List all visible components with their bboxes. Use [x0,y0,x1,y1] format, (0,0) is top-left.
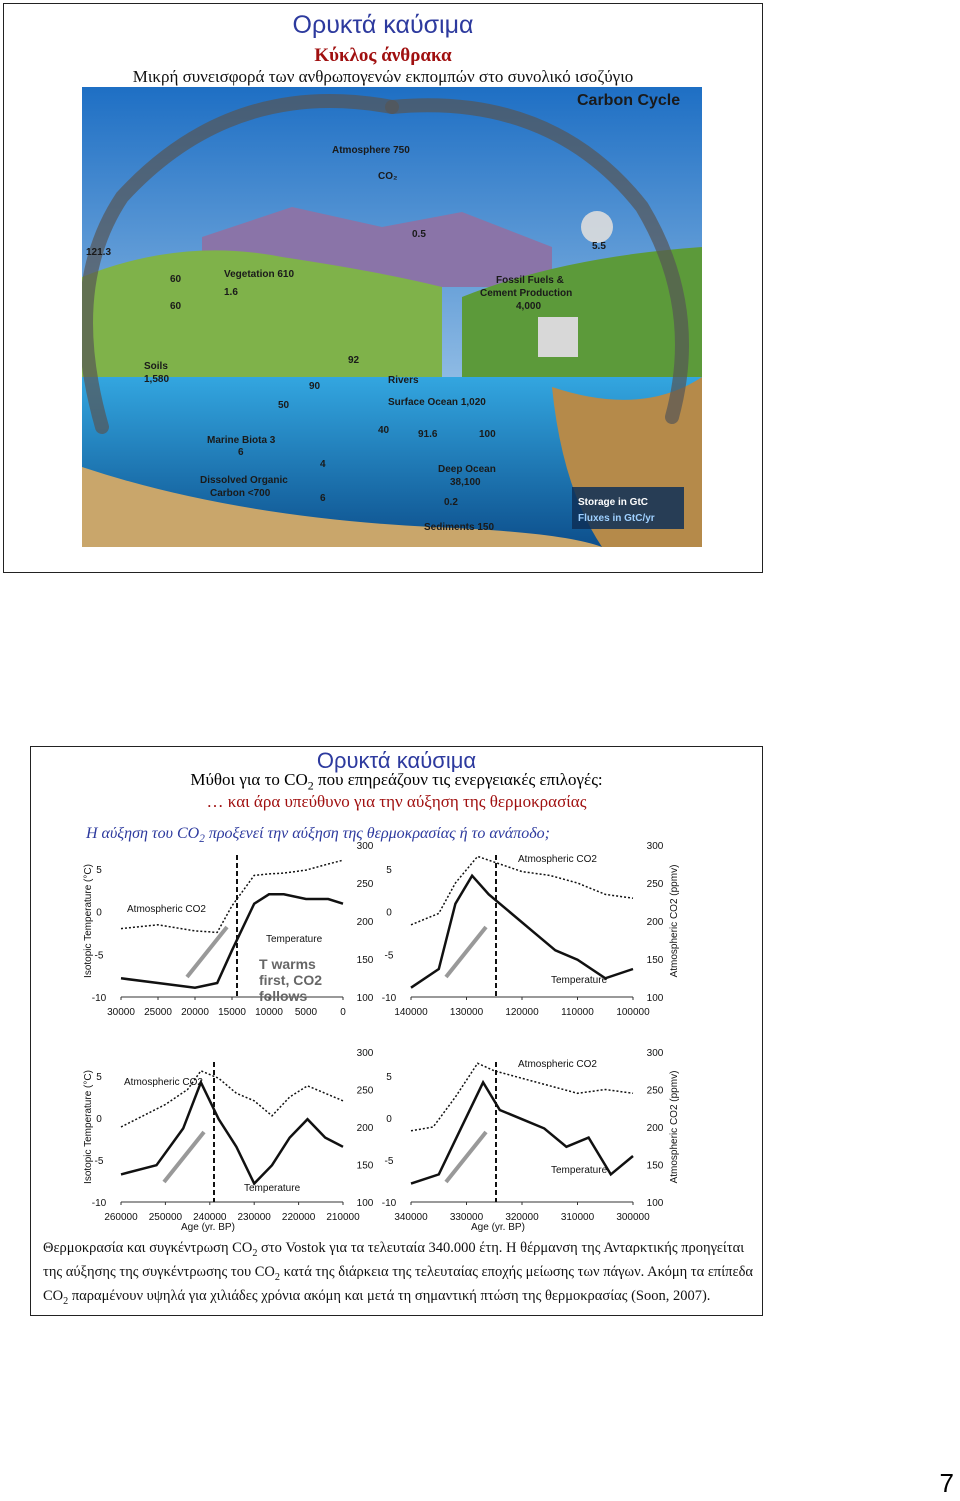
x-tick-label: 140000 [394,1007,428,1018]
y-right-tick-label: 100 [646,993,664,1004]
x-tick-label: 260000 [104,1212,138,1223]
y-right-tick-label: 300 [356,1048,374,1059]
y-left-tick-label: 0 [386,1114,392,1125]
caption-sub2: 2 [274,1271,280,1283]
y-left-tick-label: -10 [91,993,107,1004]
y-left-tick-label: -10 [381,993,397,1004]
y-right-tick-label: 200 [646,917,664,928]
y-right-axis-label: Atmospheric CO2 (ppmv) [669,1070,680,1184]
label-atmospheric-co2: Atmospheric CO2 [518,1059,597,1070]
x-tick-label: 20000 [181,1007,209,1018]
label-vegetation: Vegetation 610 [224,269,295,280]
label-atmosphere: Atmosphere 750 [332,145,410,156]
y-left-axis-label: Isotopic Temperature (°C) [83,1070,94,1184]
x-tick-label: 310000 [560,1212,595,1223]
x-axis-label: Age (yr. BP) [181,1222,235,1233]
chart-panel-top-right [382,841,680,1018]
label-temperature: Temperature [244,1183,301,1194]
y-right-tick-label: 250 [646,1085,664,1097]
y-right-tick-label: 300 [356,841,374,852]
caption-sub1: 2 [252,1247,258,1259]
chart-panel-bottom-left [83,1048,374,1233]
x-tick-label: 120000 [505,1007,539,1018]
y-right-tick-label: 150 [356,955,374,966]
flux-value: 5.5 [592,241,606,252]
co2-series-line [121,860,343,932]
label-temperature: Temperature [551,1165,608,1176]
x-tick-label: 320000 [505,1212,539,1223]
x-tick-label: 10000 [255,1007,283,1018]
slide1-subline: Μικρή συνεισφορά των ανθρωπογενών εκπομπών στο συνολικό ισοζύγιο [132,67,634,86]
diagram-heading: Carbon Cycle [577,92,681,109]
y-left-tick-label: 0 [96,1114,102,1125]
label-deep-ocean: Deep Ocean [438,464,496,475]
x-tick-label: 220000 [281,1212,316,1223]
y-left-tick-label: -5 [94,950,104,962]
label-temperature: Temperature [551,975,608,986]
flux-value: 90 [309,381,321,392]
legend-fluxes: Fluxes in GtC/yr [578,513,655,524]
slide2-line2: … και άρα υπεύθυνο για την αύξηση της θερμοκρασίας [206,792,587,811]
flux-value: 60 [170,274,182,285]
question-text: Η αύξηση του CO [86,825,200,842]
x-tick-label: 240000 [193,1212,227,1223]
y-right-tick-label: 200 [356,1123,374,1134]
caption-part1: Θερμοκρασία και συγκέντρωση CO [43,1240,253,1256]
flux-value: 0.5 [412,229,426,240]
caption [43,1239,753,1311]
flux-value: 100 [479,429,496,440]
y-right-tick-label: 300 [646,1048,664,1059]
flux-value: 6 [238,447,244,458]
y-left-tick-label: 5 [386,865,392,876]
y-right-axis-label: Atmospheric CO2 (ppmv) [669,864,680,978]
caption-part3: κατά της διάρκεια της τελευταίας εποχής μείωσης των πάγων. Ακόμη τα επίπεδα CO [43,1263,753,1304]
co2-series-line [411,856,633,924]
slide-carbon-cycle [3,3,763,573]
x-tick-label: 110000 [561,1007,594,1018]
x-tick-label: 5000 [294,1007,318,1018]
x-tick-label: 25000 [144,1007,172,1018]
label-fossil-2: Cement Production [480,288,573,299]
label-fossil-3: 4,000 [516,301,542,312]
chart-panel-top-left [83,841,374,1018]
x-tick-label: 230000 [237,1212,271,1223]
y-right-tick-label: 250 [356,1085,374,1097]
carbon-cycle-diagram [82,87,702,547]
temperature-series-line [121,1082,343,1183]
chart-panel-bottom-right [382,1048,680,1233]
caption-sub3: 2 [63,1295,69,1307]
label-rivers: Rivers [388,375,419,386]
y-right-tick-label: 150 [646,1160,664,1172]
annotation-text: first, CO2 [259,972,323,988]
slide1-subtitle: Κύκλος άνθρακα [314,45,452,66]
label-sediments: Sediments 150 [424,522,495,533]
flux-value: 121.3 [86,247,112,258]
y-left-tick-label: -5 [384,1156,394,1167]
x-tick-label: 30000 [107,1007,135,1018]
trend-arrow-icon [164,1132,204,1182]
y-right-tick-label: 150 [646,955,664,966]
temperature-series-line [411,876,633,988]
label-fossil-1: Fossil Fuels & [496,275,564,286]
x-axis-label: Age (yr. BP) [471,1222,525,1233]
caption-part4: παραμένουν υψηλά για χιλιάδες χρόνια ακόμη και μετά τη σημαντική πτώση της θερμοκρασίας (Soon, 2007). [68,1287,711,1304]
y-left-tick-label: -10 [91,1198,107,1209]
flux-value: 91.6 [418,429,438,440]
caption-part2: στο Vostok για τα τελευταία 340.000 έτη. Η θέρμανση της Ανταρκτικής προηγείται της αύξησης της συγκέντρωσης του CO [43,1240,745,1280]
flux-value: 40 [378,425,390,436]
slide-co2-temperature [30,746,763,1316]
y-left-tick-label: 0 [386,907,392,919]
x-tick-label: 15000 [218,1007,246,1018]
line1-text: Μύθοι για το CO [190,770,308,789]
y-right-tick-label: 200 [356,917,374,928]
y-right-tick-label: 100 [646,1198,664,1209]
annotation-text: T warms [259,956,316,972]
y-right-tick-label: 150 [356,1160,374,1172]
x-tick-label: 100000 [616,1007,650,1018]
y-left-tick-label: 0 [96,907,102,919]
factory-icon [538,317,578,357]
y-right-tick-label: 250 [356,879,374,890]
y-right-tick-label: 200 [646,1123,664,1134]
flux-value: 0.2 [444,497,458,508]
legend-storage: Storage in GtC [578,497,649,508]
x-tick-label: 250000 [148,1212,183,1223]
flux-value: 6 [320,493,326,504]
flux-value: 1.6 [224,287,238,298]
y-right-tick-label: 100 [356,1198,374,1209]
label-doc-1: Dissolved Organic [200,475,288,486]
slide1-title: Ορυκτά καύσιμα [292,11,474,39]
y-left-tick-label: -5 [94,1156,104,1167]
flux-value: 4 [320,459,326,470]
vostok-charts [31,747,764,1247]
y-left-tick-label: -10 [381,1198,397,1209]
label-surface-ocean: Surface Ocean 1,020 [388,397,486,408]
x-tick-label: 340000 [394,1212,428,1223]
x-tick-label: 330000 [449,1212,484,1223]
y-left-tick-label: 5 [96,1072,102,1083]
trend-arrow-icon [446,927,486,977]
label-deep-ocean-value: 38,100 [450,477,481,488]
x-tick-label: 210000 [326,1212,360,1223]
label-co2: CO₂ [378,171,398,182]
y-left-axis-label: Isotopic Temperature (°C) [83,864,94,978]
y-left-tick-label: 5 [386,1072,392,1083]
smoke-icon [581,211,613,243]
page-number: 7 [939,1468,954,1498]
y-left-tick-label: 5 [96,865,102,876]
trend-arrow-icon [446,1132,486,1182]
label-doc-2: Carbon <700 [210,488,271,499]
flux-value: 92 [348,355,360,366]
line1-sub: 2 [307,778,314,793]
co2-series-line [411,1063,633,1131]
x-tick-label: 0 [340,1007,346,1018]
question-post: προξενεί την αύξηση της θερμοκρασίας ή το ανάποδο; [204,825,550,842]
flux-value: 60 [170,301,182,312]
y-left-tick-label: -5 [384,950,394,962]
label-soils: Soils [144,361,168,372]
annotation-text: follows [259,988,308,1004]
flux-value: 50 [278,400,290,411]
label-atmospheric-co2: Atmospheric CO2 [127,904,206,915]
x-tick-label: 300000 [616,1212,650,1223]
line1-post: που επηρεάζουν τις ενεργειακές επιλογές: [313,770,603,789]
label-atmospheric-co2: Atmospheric CO2 [518,854,597,865]
trend-arrow-icon [187,927,227,977]
y-right-tick-label: 100 [356,993,374,1004]
y-right-tick-label: 300 [646,841,664,852]
label-soils-value: 1,580 [144,374,170,385]
question-sub: 2 [199,833,205,846]
slide2-title: Ορυκτά καύσιμα [316,748,477,773]
label-temperature: Temperature [266,934,323,945]
y-right-tick-label: 250 [646,879,664,890]
label-marine-biota: Marine Biota 3 [207,435,276,446]
x-tick-label: 130000 [449,1007,484,1018]
label-atmospheric-co2: Atmospheric CO2 [124,1077,203,1088]
